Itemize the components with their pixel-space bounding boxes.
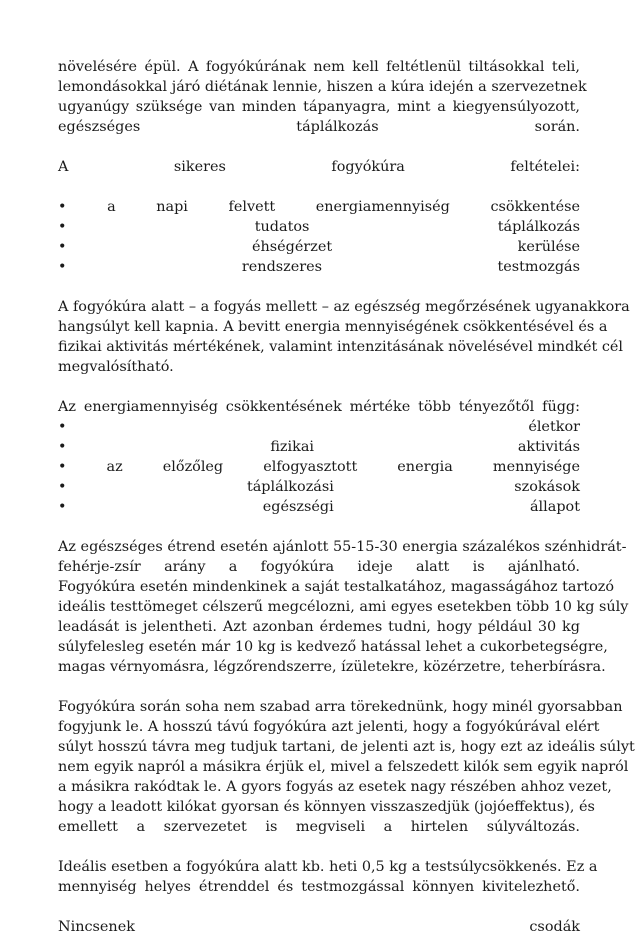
paragraph-intro [58, 57, 587, 137]
paragraph-ideal-rate [58, 857, 598, 897]
text-line: fehérje-zsír arány a fogyókúra ideje alatt is ajánlható. [58, 559, 580, 575]
text-line: a másikra rakódtak le. A gyors fogyás az esetek nagy részében ahhoz vezet, [58, 779, 612, 795]
text-line: hangsúlyt kell kapnia. A bevitt energia mennyiségének csökkentésével és a [58, 319, 608, 335]
paragraph-health [58, 297, 630, 377]
text-line: Fogyókúra során soha nem szabad arra törekednünk, hogy minél gyorsabban [58, 699, 623, 715]
text-line: Az energiamennyiség csökkentésének mértéke több tényezőtől függ: [58, 399, 580, 415]
text-line: ugyanúgy szüksége van minden tápanyagra, mint a kiegyensúlyozott, [58, 99, 580, 115]
bullet-item: • tudatos táplálkozás [58, 219, 580, 235]
text-line: megvalósítható. [58, 359, 174, 375]
text-line: Fogyókúra esetén mindenkinek a saját testalkatához, magasságához tartozó [58, 579, 615, 595]
text-line: ideális testtömeget célszerű megcélozni, ami egyes esetekben több 10 kg súly [58, 599, 629, 615]
paragraph-conditions [58, 157, 580, 277]
text-line: súlyfelesleg esetén már 10 kg is kedvező hatással lehet a cukorbetegségre, [58, 639, 608, 655]
bullet-item: • egészségi állapot [58, 499, 580, 515]
text-line: egészséges táplálkozás során. [58, 119, 580, 135]
text-line: fogyjunk le. A hosszú távú fogyókúra azt jelenti, hogy a fogyókúrával elért [58, 719, 600, 735]
text-line: mennyiség helyes étrenddel és testmozgással könnyen kivitelezhető. [58, 879, 580, 895]
text-line: fizikai aktivitás mértékének, valamint intenzitásának növelésével mindkét cél [58, 339, 624, 355]
text-line: magas vérnyomásra, légzőrendszerre, ízületekre, közérzetre, teherbírásra. [58, 659, 606, 675]
paragraph-long-term [58, 697, 635, 837]
paragraph-diet-ratio [58, 537, 629, 677]
text-line: leadását is jelentheti. Azt azonban érdemes tudni, hogy például 30 kg [58, 619, 580, 635]
text-line: hogy a leadott kilókat gyorsan és könnyen visszaszedjük (jojóeffektus), és [58, 799, 595, 815]
text-line: súlyt hosszú távra meg tudjuk tartani, de jelenti azt is, hogy ezt az ideális súlyt [58, 739, 635, 755]
bullet-item: • fizikai aktivitás [58, 439, 580, 455]
paragraph-closing [58, 917, 580, 937]
bullet-item: • rendszeres testmozgás [58, 259, 580, 275]
text-line: lemondásokkal járó diétának lennie, hiszen a kúra idején a szervezetnek [58, 79, 587, 95]
text-line: Ideális esetben a fogyókúra alatt kb. heti 0,5 kg a testsúlycsökkenés. Ez a [58, 859, 598, 875]
bullet-item: • éhségérzet kerülése [58, 239, 580, 255]
text-line: növelésére épül. A fogyókúrának nem kell feltétlenül tiltásokkal teli, [58, 59, 580, 75]
bullet-item: • életkor [58, 419, 580, 435]
bullet-item: • az előzőleg elfogyasztott energia mennyisége [58, 459, 580, 475]
bullet-item: • a napi felvett energiamennyiség csökkentése [58, 199, 580, 215]
text-line: A fogyókúra alatt – a fogyás mellett – az egészség megőrzésének ugyanakkora [58, 299, 630, 315]
text-line: emellett a szervezetet is megviseli a hirtelen súlyváltozás. [58, 819, 580, 835]
text-line: Az egészséges étrend esetén ajánlott 55-15-30 energia százalékos szénhidrát- [58, 539, 627, 555]
text-line: A sikeres fogyókúra feltételei: [58, 159, 580, 175]
paragraph-factors [58, 397, 580, 517]
text-line: Nincsenek csodák [58, 919, 580, 935]
text-line: nem egyik napról a másikra érjük el, mivel a felszedett kilók sem egyik napról [58, 759, 629, 775]
bullet-item: • táplálkozási szokások [58, 479, 580, 495]
